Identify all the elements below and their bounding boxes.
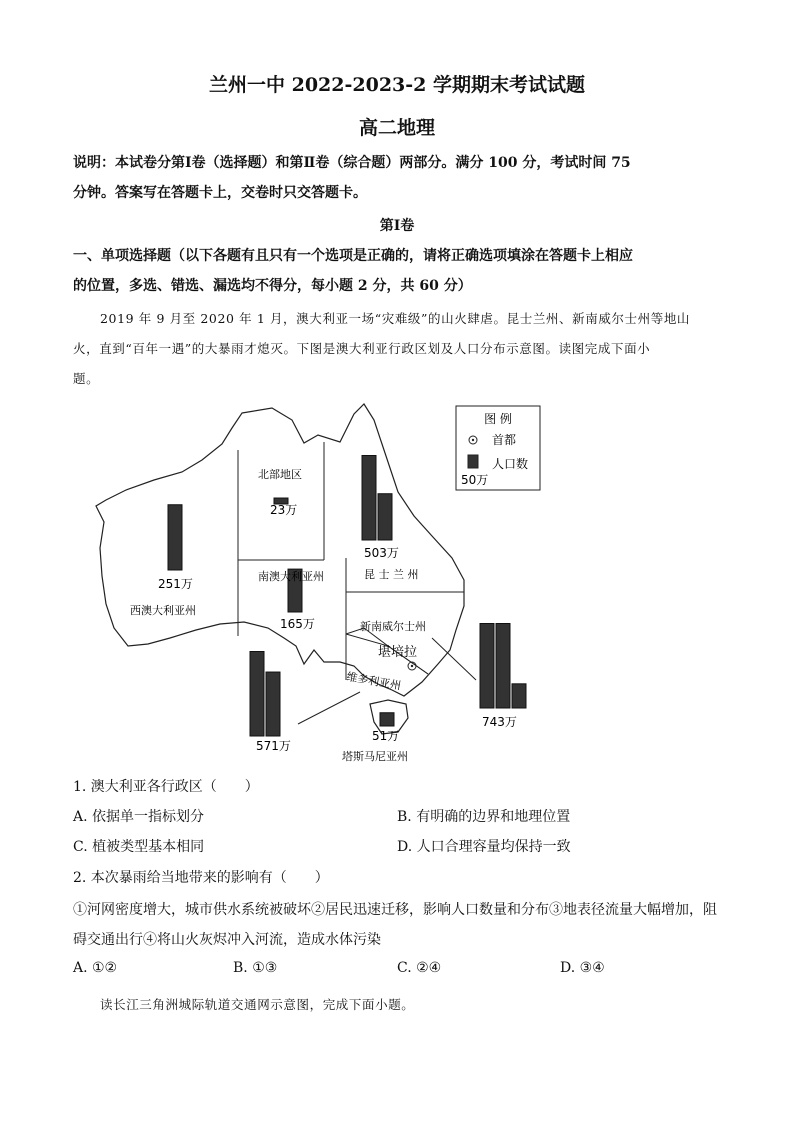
instructions-line-2: 分钟。答案写在答题卡上，交卷时只交答题卡。 bbox=[73, 185, 367, 201]
legend-title: 图 例 bbox=[484, 412, 512, 426]
exam-subject: 高二地理 bbox=[358, 117, 435, 139]
region-name-sa: 南澳大利亚州 bbox=[258, 570, 324, 583]
population-bar-nsw-2 bbox=[496, 624, 510, 709]
population-label-nsw: 743万 bbox=[482, 715, 517, 729]
part1-heading-line-2: 的位置，多选、错选、漏选均不得分，每小题 2 分，共 60 分） bbox=[73, 278, 472, 294]
capital-label-canberra: 堪培拉 bbox=[378, 645, 418, 660]
q2-option-a: A. ①② bbox=[73, 960, 118, 976]
region-name-nt: 北部地区 bbox=[258, 468, 302, 481]
population-bar-nsw-3 bbox=[512, 684, 526, 708]
q1-stem: 1. 澳大利亚各行政区（ ） bbox=[73, 779, 259, 795]
leader-line-vic bbox=[298, 692, 360, 724]
region-name-tas: 塔斯马尼亚州 bbox=[342, 750, 408, 763]
passage1-line-3: 题。 bbox=[73, 371, 100, 386]
population-bar-vic-1 bbox=[250, 652, 264, 737]
population-label-wa: 251万 bbox=[158, 577, 193, 591]
population-bar-vic-2 bbox=[266, 672, 280, 736]
australia-population-map bbox=[92, 398, 552, 770]
section-title: 第Ⅰ卷 bbox=[379, 218, 415, 234]
population-label-qld: 503万 bbox=[364, 546, 399, 560]
q2-option-d: D. ③④ bbox=[560, 960, 605, 976]
region-name-qld: 昆 士 兰 州 bbox=[364, 568, 419, 581]
legend-population-bar bbox=[468, 455, 478, 468]
population-bar-wa-1 bbox=[168, 505, 182, 570]
population-bar-qld-2 bbox=[378, 494, 392, 540]
passage1-line-2: 火，直到“百年一遇”的大暴雨才熄灭。下图是澳大利亚行政区划及人口分布示意图。读图完成下面小 bbox=[73, 341, 651, 356]
q2-stem: 2. 本次暴雨给当地带来的影响有（ ） bbox=[73, 870, 329, 886]
exam-title: 兰州一中 2022-2023-2 学期期末考试试题 bbox=[209, 74, 585, 96]
region-name-vic: 维多利亚州 bbox=[345, 670, 402, 693]
region-name-wa: 西澳大利亚州 bbox=[130, 604, 196, 617]
population-label-nt: 23万 bbox=[270, 503, 298, 517]
legend-scale-label: 50万 bbox=[461, 473, 489, 487]
passage2: 读长江三角洲城际轨道交通网示意图，完成下面小题。 bbox=[100, 997, 415, 1012]
q2-statements-line-2: 碍交通出行④将山火灰烬冲入河流，造成水体污染 bbox=[73, 932, 381, 948]
q2-option-c: C. ②④ bbox=[397, 960, 442, 976]
population-label-sa: 165万 bbox=[280, 617, 315, 631]
q1-option-c: C. 植被类型基本相同 bbox=[73, 839, 205, 855]
q2-option-b: B. ①③ bbox=[233, 960, 278, 976]
q1-option-a: A. 依据单一指标划分 bbox=[73, 809, 205, 825]
population-label-tas: 51万 bbox=[372, 729, 400, 743]
legend-capital-label: 首都 bbox=[492, 433, 517, 447]
region-name-nsw: 新南威尔士州 bbox=[360, 620, 426, 633]
q1-option-d: D. 人口合理容量均保持一致 bbox=[397, 839, 571, 855]
population-bar-tas-1 bbox=[380, 713, 394, 726]
q1-option-b: B. 有明确的边界和地理位置 bbox=[397, 809, 571, 825]
legend-population-label: 人口数 bbox=[492, 457, 529, 471]
part1-heading-line-1: 一、单项选择题（以下各题有且只有一个选项是正确的，请将正确选项填涂在答题卡上相应 bbox=[73, 248, 633, 264]
population-label-vic: 571万 bbox=[256, 739, 291, 753]
population-bar-qld-1 bbox=[362, 456, 376, 541]
instructions-line-1: 说明：本试卷分第Ⅰ卷（选择题）和第Ⅱ卷（综合题）两部分。满分 100 分，考试时间 75 bbox=[73, 155, 631, 171]
population-bar-nsw-1 bbox=[480, 624, 494, 709]
q2-statements-line-1: ①河网密度增大，城市供水系统被破坏②居民迅速迁移，影响人口数量和分布③地表径流量大幅增加，阻 bbox=[73, 902, 717, 918]
passage1-line-1: 2019 年 9 月至 2020 年 1 月，澳大利亚一场“灾难级”的山火肆虐。昆士兰州、新南威尔士州等地山 bbox=[100, 311, 691, 326]
